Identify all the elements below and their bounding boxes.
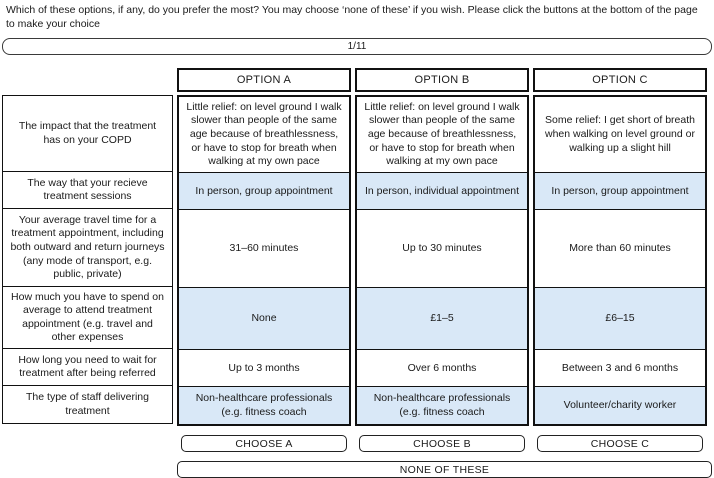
- option-b-cell-session-format: In person, individual appointment: [357, 172, 527, 209]
- choose-buttons-row: [2, 435, 712, 452]
- option-a-header: OPTION A: [177, 68, 351, 92]
- option-b-cell-copd-impact: Little relief: on level ground I walk slower than people of the same age because of breathlessness, or have to stop for breath when walking at my own pace: [364, 100, 520, 168]
- none-row-spacer: [2, 461, 173, 478]
- option-b-cell-cost: £1–5: [357, 287, 527, 349]
- label-header-spacer: [2, 68, 173, 95]
- option-a-cell-staff-type: Non-healthcare professionals (e.g. fitness coach: [179, 386, 349, 424]
- option-a-cell-cost: None: [179, 287, 349, 349]
- option-a-column: [177, 68, 351, 426]
- option-a-cell-travel-time: 31–60 minutes: [179, 209, 349, 287]
- option-a-body: [177, 95, 351, 426]
- option-c-cell-staff-type: Volunteer/charity worker: [535, 386, 705, 424]
- option-a-cell-copd-impact: Little relief: on level ground I walk slower than people of the same age because of breathlessness, or have to stop for breath when walking at my own pace: [186, 100, 342, 168]
- choose-b-button[interactable]: CHOOSE B: [359, 435, 525, 452]
- option-c-cell-travel-time: More than 60 minutes: [535, 209, 705, 287]
- row-label-wait-time: How long you need to wait for treatment after being referred: [3, 348, 172, 385]
- option-b-header: OPTION B: [355, 68, 529, 92]
- option-b-column: [355, 68, 529, 426]
- option-b-cell-travel-time: Up to 30 minutes: [357, 209, 527, 287]
- option-b-cell-wait-time: Over 6 months: [357, 349, 527, 386]
- choose-row-spacer: [2, 435, 173, 452]
- option-a-cell-wait-time: Up to 3 months: [179, 349, 349, 386]
- progress-text: 1/11: [347, 41, 367, 53]
- option-c-column: [533, 68, 707, 426]
- row-label-cost: How much you have to spend on average to attend treatment appointment (e.g. travel and other expenses: [3, 286, 172, 348]
- option-c-cell-cost: £6–15: [535, 287, 705, 349]
- label-body: [2, 95, 173, 424]
- option-b-body: [355, 95, 529, 426]
- option-c-body: [533, 95, 707, 426]
- option-c-cell-session-format: In person, group appointment: [535, 172, 705, 209]
- attribute-labels-column: [2, 68, 173, 426]
- row-label-copd-impact: The impact that the treatment has on your COPD: [18, 120, 157, 146]
- option-b-cell-staff-type: Non-healthcare professionals (e.g. fitness coach: [357, 386, 527, 424]
- instructions-text: Which of these options, if any, do you prefer the most? You may choose ‘none of these’ if you wish. Please click the buttons at the bottom of the page to make your choice: [6, 4, 698, 31]
- row-label-session-format: The way that your recieve treatment sessions: [3, 171, 172, 208]
- choice-table: [2, 68, 712, 426]
- option-c-header: OPTION C: [533, 68, 707, 92]
- none-button-row: [2, 461, 712, 478]
- none-of-these-button[interactable]: NONE OF THESE: [177, 461, 712, 478]
- row-label-travel-time: Your average travel time for a treatment appointment, including both outward and return journeys (any mode of transport, e.g. public, private): [3, 208, 172, 286]
- progress-indicator: [2, 38, 712, 55]
- row-label-staff-type: The type of staff delivering treatment: [3, 385, 172, 423]
- option-c-cell-wait-time: Between 3 and 6 months: [535, 349, 705, 386]
- option-c-cell-copd-impact: Some relief: I get short of breath when walking on level ground or walking up a slight hill: [544, 114, 695, 154]
- choose-a-button[interactable]: CHOOSE A: [181, 435, 347, 452]
- option-a-cell-session-format: In person, group appointment: [179, 172, 349, 209]
- choose-c-button[interactable]: CHOOSE C: [537, 435, 703, 452]
